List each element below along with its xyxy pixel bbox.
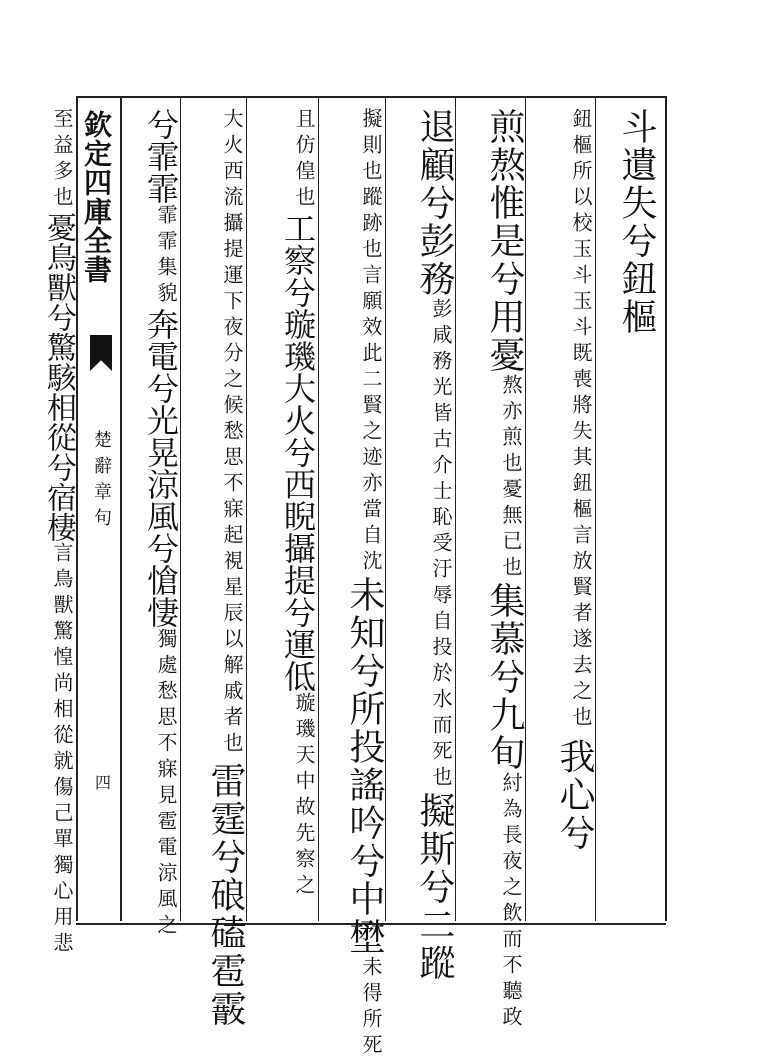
main-text: 擬斯兮二蹤 [414,792,455,982]
commentary-line: 所死 [359,1008,383,1060]
commentary-line: 就傷己單獨心用悲 [50,750,74,958]
frame-rule-right [665,96,667,921]
commentary-line: 多也 [50,160,74,212]
commentary-line: 熬亦煎也 [499,374,523,478]
commentary-line: 鈕樞所以校玉斗玉斗既喪將 [569,108,593,420]
page-number: 四 [94,773,111,792]
text-column-7 [186,108,246,1028]
commentary-line: 集貌 [154,256,178,308]
main-text: 斗遺失兮鈕樞 [616,108,657,336]
column-rule [180,96,181,921]
commentary-line: 擬則也蹤跡也言願效 [359,108,383,342]
main-text: 憂鳥獸兮驚駭相從兮宿棲 [41,212,76,542]
commentary-line: 璇璣天中 [292,692,316,796]
commentary-line: 霏霏 [154,204,178,256]
main-text: 工察兮璇璣大火兮西睨攝提兮運低 [279,212,317,692]
commentary-line: 失其鈕樞言放賢者遂去之也 [569,420,593,732]
column-rule [385,96,386,921]
text-column-1 [605,108,655,913]
commentary-line: 獨處愁思不寐 [154,628,178,784]
text-column-9 [0,108,76,958]
commentary-line: 憂無已也 [499,478,523,582]
main-text: 兮霏霏 [142,108,180,204]
main-text: 集慕兮九旬 [484,582,525,772]
main-text: 未知兮所投謠吟兮中壄 [344,576,385,956]
commentary-line: 言鳥獸驚惶尚相從 [50,542,74,750]
column-rule [318,96,319,921]
commentary-line: 此二賢之迹亦當自沈 [359,342,383,576]
library-title: 欽定四庫全書 [80,110,113,284]
text-column-6 [252,108,316,913]
column-rule [246,96,247,921]
text-column-3 [465,108,525,1032]
commentary-line: 紂為長夜之 [499,772,523,902]
commentary-line: 見雹電涼風之 [154,784,178,940]
book-title: 楚辭章句 [91,430,112,534]
main-text: 雷霆兮硠磕雹霰 [205,762,246,1028]
commentary-line: 未得 [359,956,383,1008]
text-column-4 [395,108,455,982]
text-column-2 [535,108,593,913]
commentary-line: 思不寐起視星辰以解戚者也 [220,446,244,758]
commentary-line: 且仿 [292,108,316,160]
column-rule [595,96,596,921]
main-text: 我心兮 [554,738,595,852]
text-column-8 [122,108,180,940]
column-rule [525,96,526,921]
commentary-line: 偟也 [292,160,316,212]
main-text: 奔電兮光晃涼風兮愴悽 [142,308,180,628]
main-text: 退顧兮彭務 [414,108,455,298]
commentary-line: 大火西流攝提運下夜分之候愁 [220,108,244,446]
text-column-5 [325,108,385,1060]
commentary-line: 故先察之 [292,796,316,900]
column-rule [455,96,456,921]
commentary-line: 彭咸務光皆古介士恥 [429,298,453,532]
main-text: 煎熬惟是兮用憂 [484,108,525,374]
commentary-line: 飲而不聽政 [499,902,523,1032]
commentary-line: 至益 [50,108,74,160]
commentary-line: 受汙辱自投於水而死也 [429,532,453,792]
